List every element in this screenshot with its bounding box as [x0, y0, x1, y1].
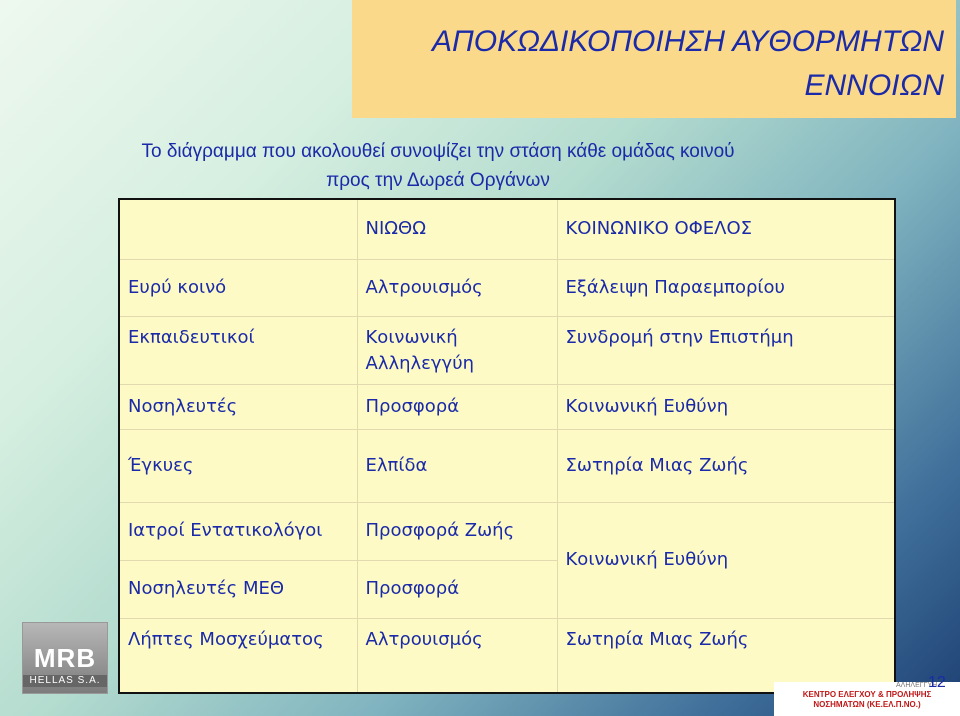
attitude-table — [118, 198, 896, 694]
title-banner — [352, 0, 956, 118]
keelpno-logo-line-1: ΚΕΝΤΡΟ ΕΛΕΓΧΟΥ & ΠΡΟΛΗΨΗΣ — [802, 690, 932, 699]
benefit-cell: Σωτηρία Μιας Ζωής — [557, 429, 895, 502]
header-cell-empty — [119, 199, 357, 259]
header-cell-social-benefit: ΚΟΙΝΩΝΙΚΟ ΟΦΕΛΟΣ — [557, 199, 895, 259]
benefit-cell: Συνδρομή στην Επιστήμη — [557, 316, 895, 384]
group-cell: Έγκυες — [119, 429, 357, 502]
table-row — [119, 502, 895, 560]
benefit-cell: Εξάλειψη Παραεμπορίου — [557, 259, 895, 316]
group-cell: Ιατροί Εντατικολόγοι — [119, 502, 357, 560]
faded-logo-text: ΑΛΗΛΕΓΓΥΗ — [896, 682, 938, 689]
title-line-2: ΕΝΝΟΙΩΝ — [804, 69, 944, 102]
keelpno-logo-line-2: ΝΟΣΗΜΑΤΩΝ (ΚΕ.ΕΛ.Π.ΝΟ.) — [813, 700, 921, 709]
benefit-cell-merged: Κοινωνική Ευθύνη — [557, 502, 895, 618]
table-row — [119, 384, 895, 429]
benefit-cell: Κοινωνική Ευθύνη — [557, 384, 895, 429]
group-cell: Λήπτες Μοσχεύματος — [119, 618, 357, 693]
title-line-1: ΑΠΟΚΩΔΙΚΟΠΟΙΗΣΗ ΑΥΘΟΡΜΗΤΩΝ — [432, 25, 944, 58]
feeling-cell: Αλτρουισμός — [357, 618, 557, 693]
page-number: 12 — [928, 674, 946, 691]
table-row — [119, 259, 895, 316]
table-header-row — [119, 199, 895, 259]
subtitle-line-2: προς την Δωρεά Οργάνων — [326, 170, 550, 191]
feeling-cell: Προσφορά — [357, 560, 557, 618]
feeling-cell: Προσφορά Ζωής — [357, 502, 557, 560]
mrb-logo — [22, 622, 108, 694]
subtitle — [118, 137, 758, 195]
group-cell: Εκπαιδευτικοί — [119, 316, 357, 384]
subtitle-line-1: Το διάγραμμα που ακολουθεί συνοψίζει την στάση κάθε ομάδας κοινού — [141, 141, 735, 162]
header-cell-feel: ΝΙΩΘΩ — [357, 199, 557, 259]
table-row — [119, 429, 895, 502]
group-cell: Νοσηλευτές ΜΕΘ — [119, 560, 357, 618]
feeling-cell: Αλτρουισμός — [357, 259, 557, 316]
mrb-logo-name: MRB — [33, 643, 97, 673]
mrb-logo-sub: HELLAS S.A. — [23, 675, 107, 687]
group-cell: Νοσηλευτές — [119, 384, 357, 429]
feeling-cell: Κοινωνική Αλληλεγγύη — [357, 316, 557, 384]
group-cell: Ευρύ κοινό — [119, 259, 357, 316]
table-row — [119, 316, 895, 384]
feeling-cell: Ελπίδα — [357, 429, 557, 502]
feeling-cell: Προσφορά — [357, 384, 557, 429]
benefit-cell: Σωτηρία Μιας Ζωής — [557, 618, 895, 693]
